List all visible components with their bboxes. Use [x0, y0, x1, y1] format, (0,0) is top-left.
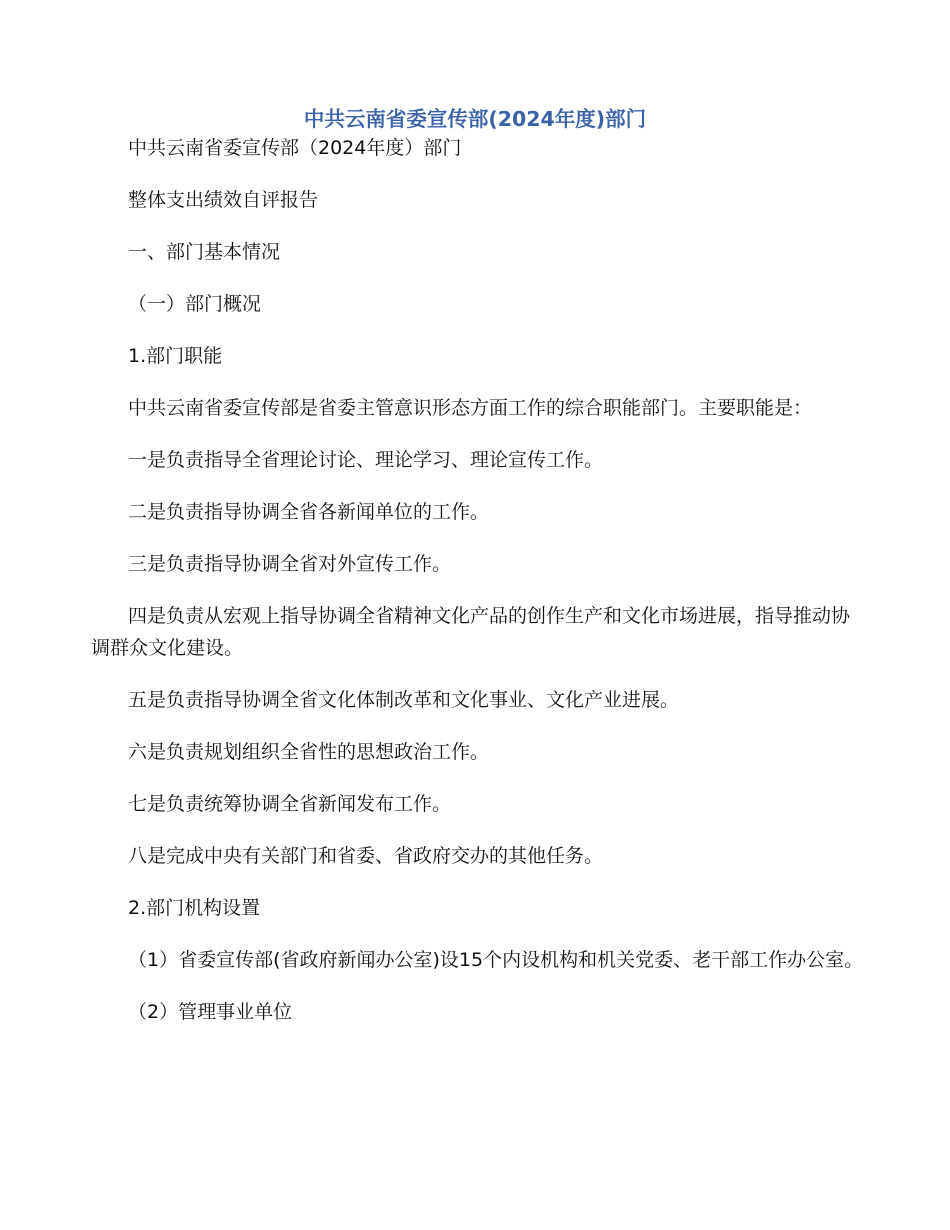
item-heading-organization: 2.部门机构设置	[128, 897, 261, 919]
section-heading-basic-info: 一、部门基本情况	[128, 241, 281, 263]
paragraph-function-5: 五是负责指导协调全省文化体制改革和文化事业、文化产业进展。	[128, 689, 680, 711]
paragraph-organization-2: （2）管理事业单位	[128, 1001, 293, 1023]
paragraph-function-2: 二是负责指导协调全省各新闻单位的工作。	[128, 501, 490, 523]
subsection-heading-overview: （一）部门概况	[128, 293, 262, 315]
item-heading-functions: 1.部门职能	[128, 345, 223, 367]
paragraph-organization-1: （1）省委宣传部(省政府新闻办公室)设15个内设机构和机关党委、老干部工作办公室。	[128, 949, 864, 971]
paragraph-function-1: 一是负责指导全省理论讨论、理论学习、理论宣传工作。	[128, 449, 604, 471]
document-title: 中共云南省委宣传部(2024年度)部门	[303, 107, 647, 131]
paragraph-function-7: 七是负责统筹协调全省新闻发布工作。	[128, 793, 452, 815]
paragraph-subtitle-line-2: 整体支出绩效自评报告	[128, 189, 319, 211]
paragraph-functions-intro: 中共云南省委宣传部是省委主管意识形态方面工作的综合职能部门。主要职能是：	[128, 397, 813, 419]
document-body	[91, 132, 866, 1028]
paragraph-function-8: 八是完成中央有关部门和省委、省政府交办的其他任务。	[128, 845, 604, 867]
paragraph-function-6: 六是负责规划组织全省性的思想政治工作。	[128, 741, 490, 763]
paragraph-function-3: 三是负责指导协调全省对外宣传工作。	[128, 553, 452, 575]
paragraph-subtitle-line-1: 中共云南省委宣传部（2024年度）部门	[128, 137, 462, 159]
paragraph-function-4: 四是负责从宏观上指导协调全省精神文化产品的创作生产和文化市场进展，指导推动协调群众文化建设。	[91, 605, 851, 659]
